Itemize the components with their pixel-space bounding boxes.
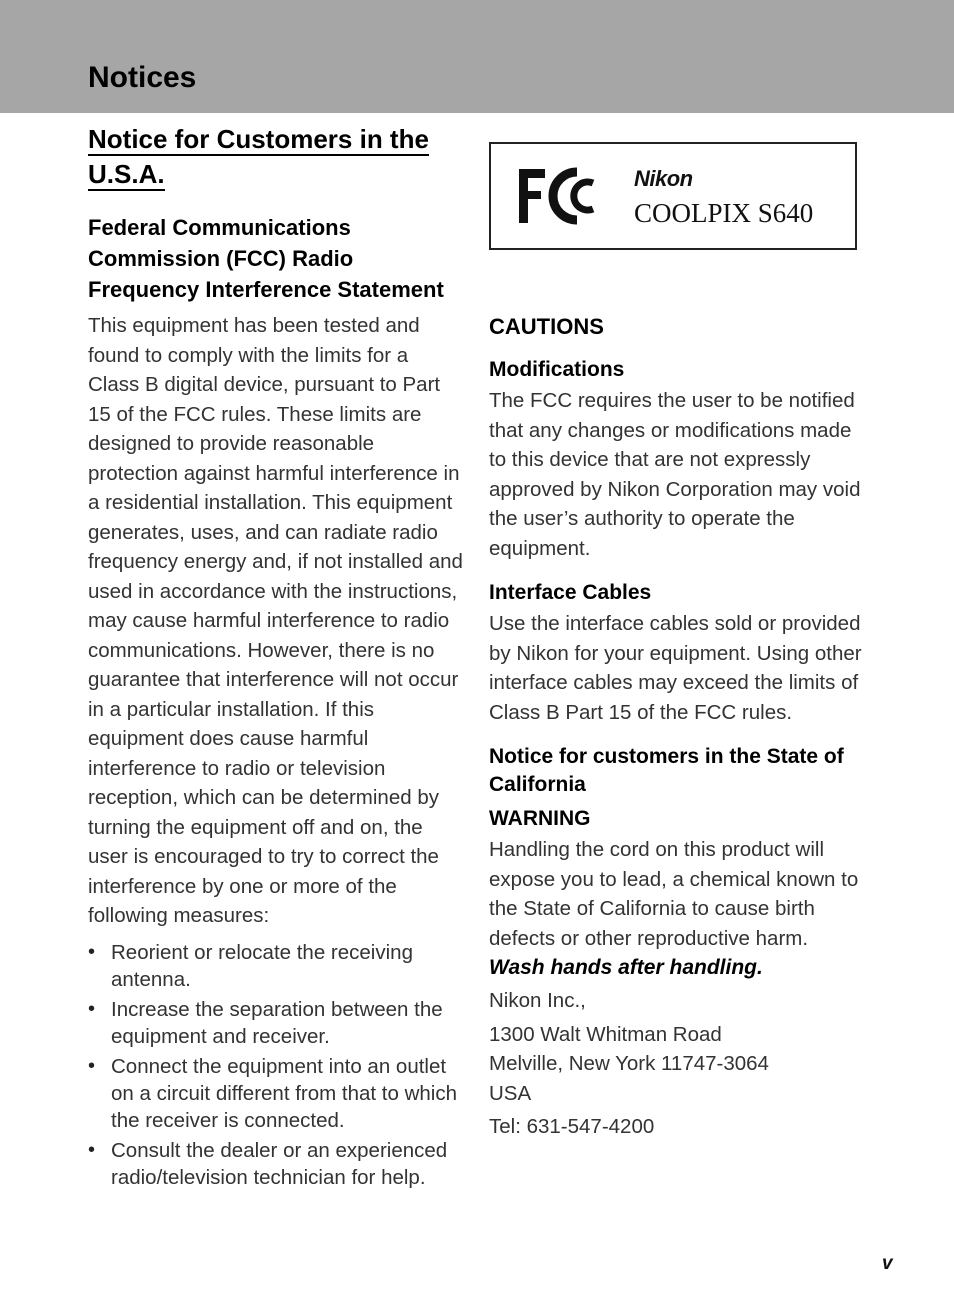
- fcc-logo-icon: [517, 166, 601, 226]
- left-column: [88, 122, 464, 1194]
- model-name: COOLPIX S640: [634, 198, 814, 228]
- telephone: Tel: 631-547-4200: [489, 1115, 655, 1138]
- header-band: [0, 0, 954, 113]
- bullet-icon: •: [88, 1138, 96, 1161]
- list-item: • Increase the separation between the equipment and receiver.: [88, 997, 443, 1048]
- california-heading: Notice for customers in the State of California: [489, 745, 844, 796]
- cautions-heading: CAUTIONS: [489, 314, 604, 339]
- right-column: [489, 142, 867, 1142]
- fcc-statement-paragraph: This equipment has been tested and found to comply with the limits for a Class B digital device, pursuant to Part 15 of the FCC rules. These limits are designed to provide reasonable protection against harmful interference in a residential installation. This equipment generates, uses, and can radiate radio frequency energy and, if not installed and used in accordance with the instructions, may cause harmful interference to radio communications. However, there is no guarantee that interference will not occur in a particular installation. If this equipment does cause harmful interference to radio or television reception, which can be determined by turning the equipment off and on, the user is encouraged to try to correct the interference by one or more of the following measures:: [88, 314, 463, 927]
- page-title: Notices: [88, 61, 197, 94]
- section-title-line1: Notice for Customers in the: [88, 124, 429, 154]
- wash-hands-text: Wash hands after handling.: [489, 956, 763, 979]
- address-line-1: 1300 Walt Whitman Road: [489, 1022, 722, 1046]
- section-title-usa: [88, 122, 464, 192]
- list-item: • Consult the dealer or an experienced radio/television technician for help.: [88, 1138, 448, 1189]
- measures-list: [88, 939, 464, 1191]
- brand-logo: Nikon: [634, 166, 693, 191]
- section-title-line2: U.S.A.: [88, 159, 165, 189]
- interface-cables-heading: Interface Cables: [489, 581, 652, 604]
- fcc-label-box: [489, 142, 857, 250]
- interface-cables-text: Use the interface cables sold or provided by Nikon for your equipment. Using other interface cables may exceed the limits of Class B Part 15 of the FCC rules.: [489, 612, 862, 724]
- list-item: • Connect the equipment into an outlet on a circuit different from that to which the receiver is connected.: [88, 1054, 458, 1132]
- modifications-heading: Modifications: [489, 358, 625, 381]
- fcc-statement-heading: Federal Communications Commission (FCC) Radio Frequency Interference Statement: [88, 215, 444, 302]
- modifications-text: The FCC requires the user to be notified that any changes or modifications made to this device that are not expressly approved by Nikon Corporation may void the user’s authority to operate the equipment.: [489, 389, 861, 560]
- company-name: Nikon Inc.,: [489, 989, 586, 1012]
- address-line-2: Melville, New York 11747-3064: [489, 1052, 769, 1075]
- address-line-3: USA: [489, 1081, 532, 1105]
- list-item: • Reorient or relocate the receiving antenna.: [88, 940, 413, 991]
- bullet-icon: •: [88, 1054, 96, 1077]
- warning-heading: WARNING: [489, 807, 591, 830]
- warning-text: Handling the cord on this product will expose you to lead, a chemical known to the State of California to cause birth defects or other reproductive harm.: [489, 838, 859, 950]
- bullet-icon: •: [88, 997, 96, 1020]
- page-number: v: [882, 1253, 893, 1274]
- bullet-icon: •: [88, 940, 96, 963]
